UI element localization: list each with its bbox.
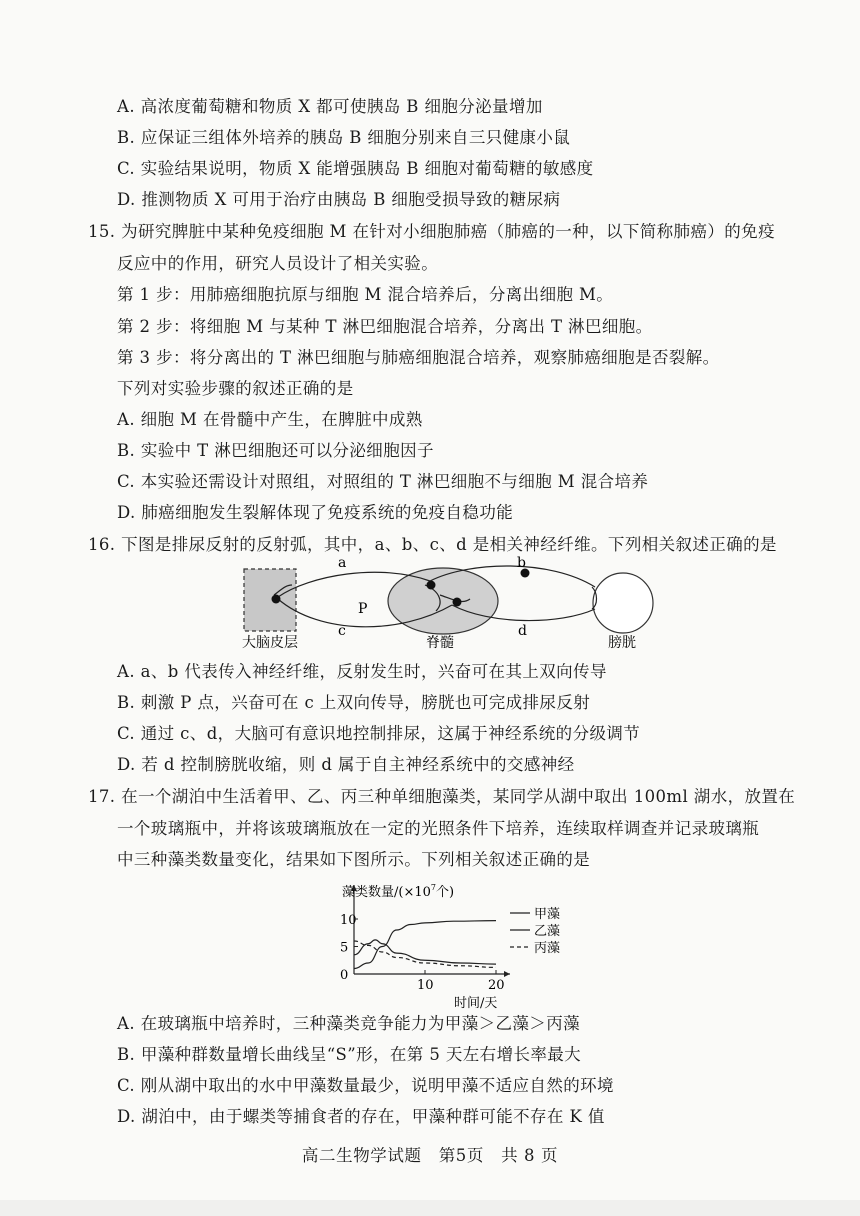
q14-option-a: A. 高浓度葡萄糖和物质 X 都可使胰岛 B 细胞分泌量增加 [117,97,543,116]
algae-line-chart [320,880,580,1010]
label-p: P [358,601,368,617]
page-footer: 高二生物学试题 第5页 共 8 页 [301,1146,559,1165]
q17-stem-line3: 中三种藻类数量变化，结果如下图所示。下列相关叙述正确的是 [117,850,591,869]
bladder-circle [593,573,653,633]
chart-ylabel: 藻类数量$/(\times 10^7$个) [342,883,455,900]
chart-y-tick-label: 0 [340,968,349,983]
q17-stem-line2: 一个玻璃瓶中，并将该玻璃瓶放在一定的光照条件下培养，连续取样调查并记录玻璃瓶 [117,819,760,838]
label-c: c [338,623,346,639]
neuron-body-spinal-2 [453,598,462,607]
q16-option-a: A. a、b 代表传入神经纤维，反射发生时，兴奋可在其上双向传导 [117,662,607,681]
q17-stem-line1: 17. 在一个湖泊中生活着甲、乙、丙三种单细胞藻类，某同学从湖中取出 100ml 湖水，放置在 [88,787,796,806]
chart-legend-label-3: 丙藻 [534,941,561,956]
q15-step3: 第 3 步：将分离出的 T 淋巴细胞与肺癌细胞混合培养，观察肺癌细胞是否裂解。 [117,348,720,367]
q17-option-c: C. 刚从湖中取出的水中甲藻数量最少，说明甲藻不适应自然的环境 [117,1076,614,1095]
chart-legend-label-1: 甲藻 [534,907,561,922]
reflex-arc-diagram [230,555,660,655]
neuron-body-brain [272,595,281,604]
label-brain: 大脑皮层 [242,635,298,651]
q15-stem-line2: 反应中的作用，研究人员设计了相关实验。 [117,254,439,273]
q15-step2: 第 2 步：将细胞 M 与某种 T 淋巴细胞混合培养，分离出 T 淋巴细胞。 [117,317,653,336]
q14-option-b: B. 应保证三组体外培养的胰岛 B 细胞分别来自三只健康小鼠 [117,128,571,147]
label-a: a [338,555,347,571]
q15-option-b: B. 实验中 T 淋巴细胞还可以分泌细胞因子 [117,441,434,460]
chart-y-tick-label: 5 [340,940,349,956]
chart-legend-label-2: 乙藻 [534,924,561,939]
q15-option-a: A. 细胞 M 在骨髓中产生，在脾脏中成熟 [117,410,423,429]
q14-option-d: D. 推测物质 X 可用于治疗由胰岛 B 细胞受损导致的糖尿病 [117,190,561,209]
q16-stem: 16. 下图是排尿反射的反射弧，其中，a、b、c、d 是相关神经纤维。下列相关叙述正确的是 [88,535,777,554]
spinal-cord-ellipse [388,568,498,634]
q15-option-d: D. 肺癌细胞发生裂解体现了免疫系统的免疫自稳功能 [117,503,514,522]
chart-series-line-2 [354,940,496,964]
q16-option-b: B. 刺激 P 点，兴奋可在 c 上双向传导，膀胱也可完成排尿反射 [117,693,591,712]
label-bladder: 膀胱 [608,635,636,651]
label-b: b [517,555,526,571]
q17-option-b: B. 甲藻种群数量增长曲线呈“S”形，在第 5 天左右增长率最大 [117,1045,582,1064]
scan-bottom-strip [0,1200,860,1216]
brain-cortex-box [244,569,296,631]
chart-x-tick-label: 10 [417,978,434,993]
chart-xlabel: 时间/天 [454,996,498,1010]
chart-ylabel-tail: 个) [435,885,455,900]
q15-step1: 第 1 步：用肺癌细胞抗原与细胞 M 混合培养后，分离出细胞 M。 [117,285,614,304]
label-d: d [518,623,527,639]
chart-x-tick-label: 20 [488,978,505,993]
q16-option-d: D. 若 d 控制膀胱收缩，则 d 属于自主神经系统中的交感神经 [117,755,575,774]
q15-option-c: C. 本实验还需设计对照组，对照组的 T 淋巴细胞不与细胞 M 混合培养 [117,472,649,491]
neuron-body-spinal-1 [427,581,436,590]
q17-option-a: A. 在玻璃瓶中培养时，三种藻类竞争能力为甲藻＞乙藻＞丙藻 [117,1014,581,1033]
chart-series-line-1 [354,921,496,969]
q15-prompt: 下列对实验步骤的叙述正确的是 [117,379,354,398]
label-spinal: 脊髓 [426,635,454,651]
q15-stem-line1: 15. 为研究脾脏中某种免疫细胞 M 在针对小细胞肺癌（肺癌的一种，以下简称肺癌）的免疫 [88,222,775,241]
chart-y-tick-label: 10 [340,913,357,928]
chart-ylabel-sup: 7 [430,883,436,892]
q14-option-c: C. 实验结果说明，物质 X 能增强胰岛 B 细胞对葡萄糖的敏感度 [117,159,594,178]
chart-x-arrow [504,971,510,977]
q17-option-d: D. 湖泊中，由于螺类等捕食者的存在，甲藻种群可能不存在 K 值 [117,1107,605,1126]
q16-option-c: C. 通过 c、d，大脑可有意识地控制排尿，这属于神经系统的分级调节 [117,724,641,743]
